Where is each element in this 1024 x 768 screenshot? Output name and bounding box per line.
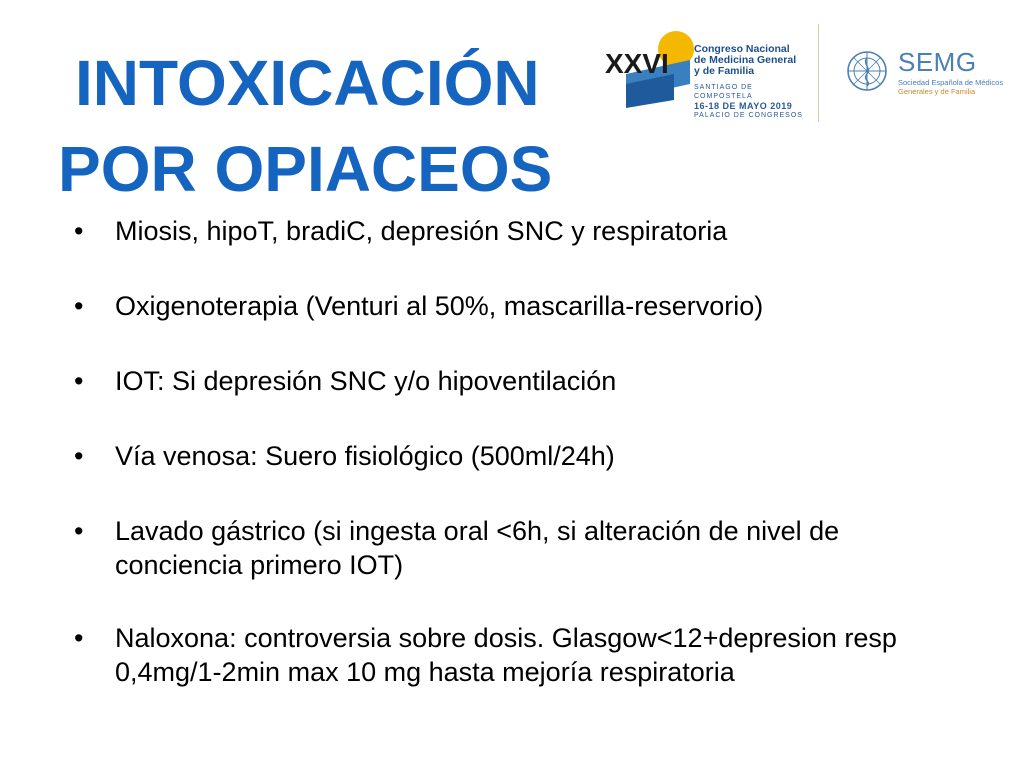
- semg-name: SEMG: [898, 47, 977, 77]
- bullet-item: [74, 214, 954, 248]
- bullet-dot: •: [74, 216, 84, 246]
- bullet-dot: •: [74, 516, 84, 546]
- bullet-item: [74, 514, 954, 582]
- bullet-dot: •: [74, 366, 84, 396]
- congreso-place: SANTIAGO DE COMPOSTELA: [694, 84, 753, 100]
- semg-full-name-part2: Generales y de Familia: [898, 87, 976, 96]
- bullet-dot: •: [74, 291, 84, 321]
- bullet-text: Oxigenoterapia (Venturi al 50%, mascarilla-reservorio): [115, 291, 764, 321]
- bullet-text: Miosis, hipoT, bradiC, depresión SNC y respiratoria: [115, 216, 728, 246]
- slide-title-line-1: INTOXICACIÓN: [75, 47, 540, 119]
- slide-title: [58, 40, 552, 212]
- congreso-logo: [604, 24, 804, 124]
- bullet-item: [74, 364, 954, 398]
- bullet-text: Lavado gástrico (si ingesta oral <6h, si alteración de nivel de conciencia primero IOT): [115, 516, 840, 580]
- congreso-emblem-icon: [604, 24, 694, 124]
- semg-logo: [842, 46, 1004, 106]
- congreso-venue: PALACIO DE CONGRESOS: [694, 112, 803, 119]
- bullet-text: Naloxona: controversia sobre dosis. Glasgow<12+depresion resp 0,4mg/1-2min max 10 mg hasta mejoría respiratoria: [115, 623, 897, 687]
- bullet-item: [74, 621, 954, 689]
- semg-full-name: [898, 78, 1003, 96]
- bullet-dot: •: [74, 623, 84, 653]
- congreso-name: Congreso Nacional de Medicina General y de Familia: [694, 43, 797, 77]
- logo-divider: [818, 24, 819, 122]
- semg-emblem-icon: [842, 46, 892, 96]
- bullet-list: [74, 214, 954, 689]
- congreso-roman-numeral: XXVI: [605, 48, 669, 79]
- bullet-item: [74, 289, 954, 323]
- slide-title-line-2: POR OPIACEOS: [58, 133, 553, 205]
- bullet-dot: •: [74, 441, 84, 471]
- bullet-item: [74, 439, 954, 473]
- semg-full-name-part1: Sociedad Española de Médicos: [898, 78, 1004, 87]
- congreso-dates: 16-18 DE MAYO 2019: [694, 101, 793, 111]
- bullet-text: Vía venosa: Suero fisiológico (500ml/24h): [115, 441, 615, 471]
- bullet-text: IOT: Si depresión SNC y/o hipoventilación: [115, 366, 617, 396]
